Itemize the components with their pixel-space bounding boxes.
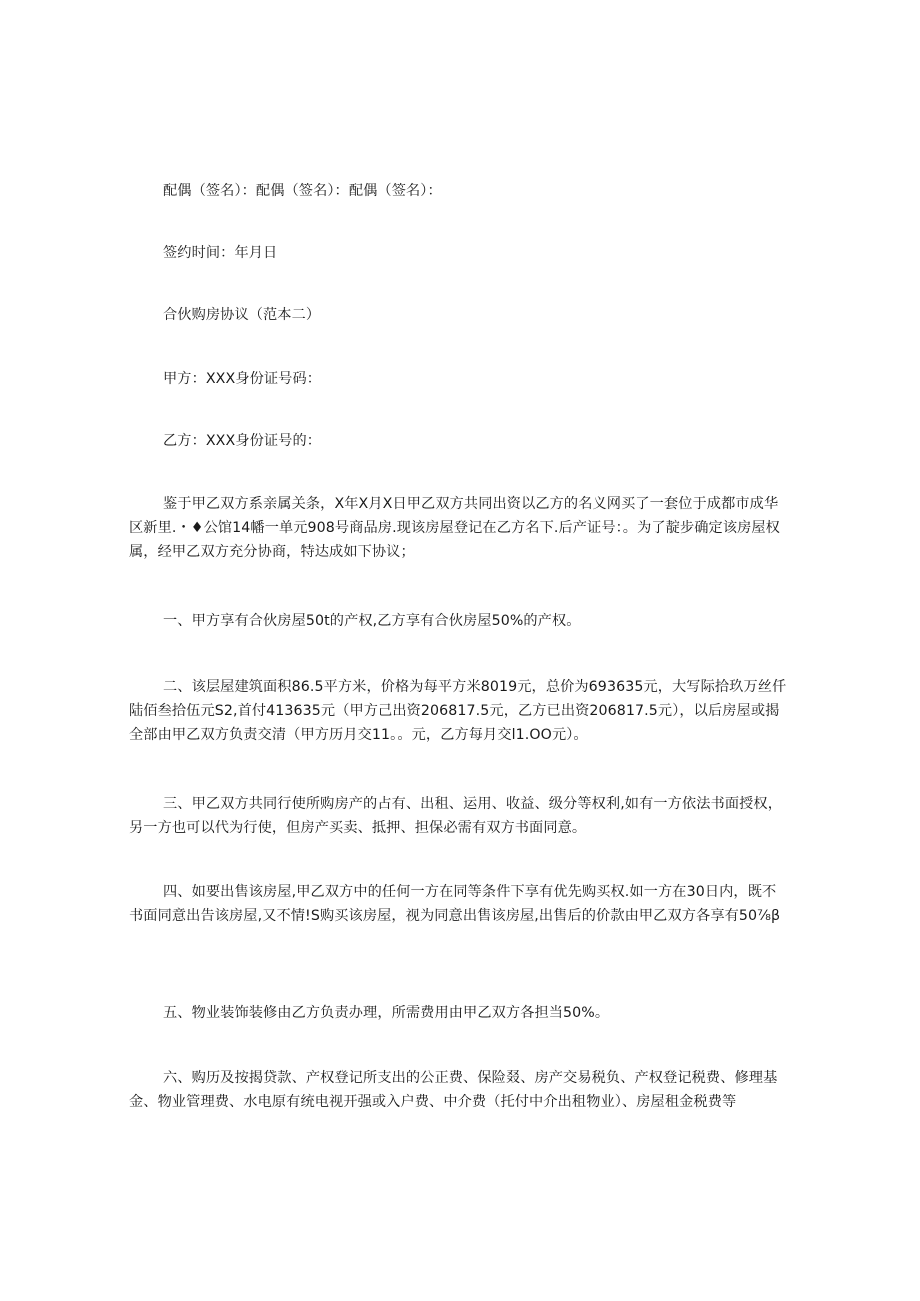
clause-3: 三、甲乙双方共同行使所购房产的占有、出租、运用、收益、级分等权利,如有一方依法书面授权，另一方也可以代为行使，但房产买卖、抵押、担保必需有双方书面同意。 [129, 796, 782, 836]
clause-6: 六、购历及按揭贷款、产权登记所支出的公正费、保险叕、房产交易税负、产权登记税费、修理基金、物业管理费、水电原有统电视开强或入户费、中介费（托付中介出租物业）、房屋租金税费等 [129, 1070, 778, 1110]
signing-date-line: 签约时间：年月日 [163, 245, 278, 261]
clause-2: 二、该层屋建筑面积86.5平方米，价格为每平方米8019元，总价为693635元，大写际拾玖万丝仟陆佰叁拾伍元S2,首付413635元（甲方己出资206817.5元，乙方已出资206817.5元），以后房屋或揭全部由甲乙双方负责交清（甲方历月交11。。元，乙方每月交l1.OO元）。 [129, 679, 787, 743]
party-b-line: 乙方：XXX身份证号的： [163, 433, 322, 449]
preamble-paragraph: 鉴于甲乙双方系亲属关条，X年X月X日甲乙双方共同出资以乙方的名义网买了一套位于成都市成华区新里.・♦公馆14幡一单元908号商品房.现该房屋登记在乙方名下.后产证号：。为了靛步确定该房屋权属，经甲乙双方充分协商，特达成如下协议； [129, 496, 780, 560]
agreement-title: 合伙购房协议（范本二） [163, 307, 321, 323]
party-a-line: 甲方：XXX身份证号码： [163, 371, 322, 387]
clause-1: 一、甲方享有合伙房屋50t的产权,乙方享有合伙房屋50%的产权。 [163, 613, 581, 629]
spouse-signature-line: 配偶（签名）：配偶（签名）：配偶（签名）： [163, 183, 442, 199]
clause-5: 五、物业装饰装修由乙方负责办理，所需费用由甲乙双方各担当50%。 [163, 1005, 610, 1021]
clause-4: 四、如要出售该房屋,甲乙双方中的任何一方在同等条件下享有优先购买权.如一方在30日内，既不书面同意出告该房屋,又不情!S购买该房屋，视为同意出售该房屋,出售后的价款由甲乙双方各享有50⅞β [129, 884, 781, 924]
